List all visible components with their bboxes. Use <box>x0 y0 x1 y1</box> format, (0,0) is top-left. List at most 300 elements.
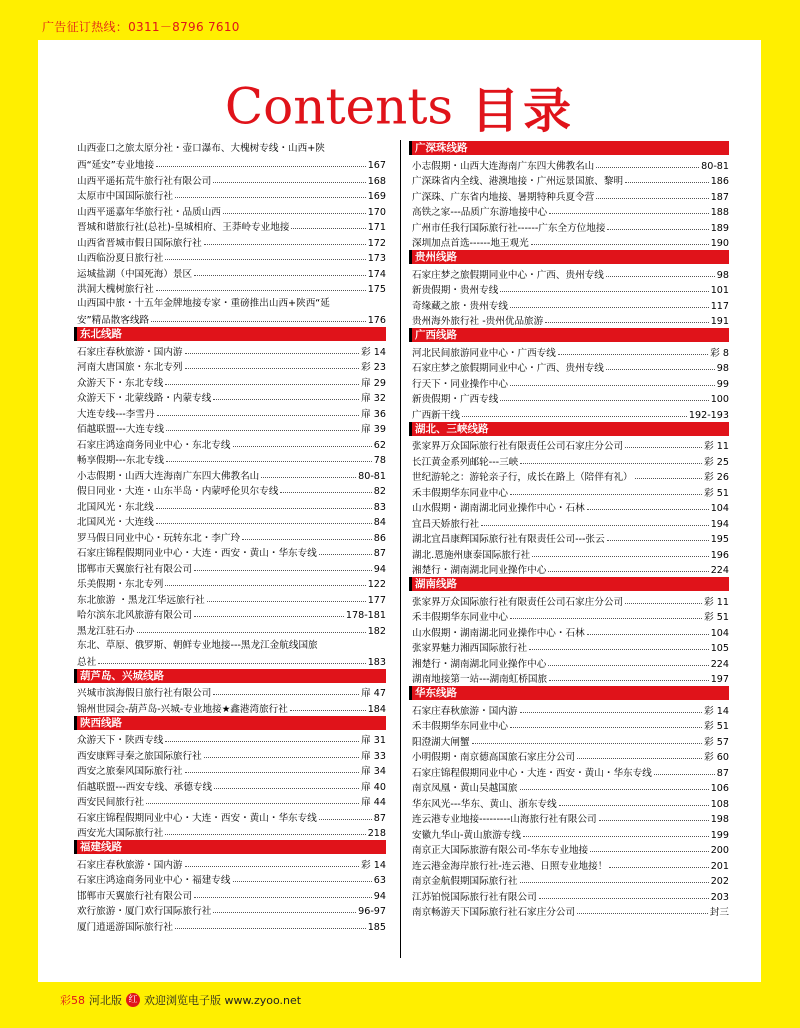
toc-entry-title: 张家界万众国际旅行社有限责任公司石家庄分公司 <box>412 441 624 452</box>
toc-entry[interactable] <box>77 637 386 653</box>
toc-entry-page: 彩 11 <box>704 441 729 452</box>
toc-entry[interactable] <box>77 544 386 560</box>
toc-entry-page: 98 <box>716 363 729 374</box>
dot-leader <box>606 369 715 370</box>
toc-entry-page: 201 <box>710 860 729 872</box>
section-header: 东北线路 <box>77 327 386 341</box>
toc-entry[interactable] <box>77 187 386 203</box>
toc-entry[interactable] <box>77 389 386 405</box>
toc-entry-page: 169 <box>367 191 386 202</box>
toc-entry-title: 湖北.恩施州康泰国际旅行社 <box>412 549 531 561</box>
dot-leader <box>194 570 372 571</box>
toc-entry-title: 大连专线---李雪丹 <box>77 408 155 420</box>
footer-link[interactable]: 欢迎浏览电子版 www.zyoo.net <box>144 994 302 1007</box>
toc-entry[interactable] <box>77 373 386 389</box>
toc-entry[interactable] <box>77 606 386 622</box>
toc-entry[interactable] <box>412 468 729 484</box>
dot-leader <box>175 197 366 198</box>
toc-entry[interactable] <box>412 437 729 453</box>
toc-entry-title: 西“延安”专业地接 <box>77 160 155 171</box>
toc-entry-title: 新贵假期・贵州专线 <box>412 285 499 296</box>
dot-leader <box>654 774 715 775</box>
toc-entry-page: 扉 47 <box>361 688 386 699</box>
toc-entry-title: 石家庄梦之旅假期同业中心・广西、贵州专线 <box>412 269 604 281</box>
toc-entry[interactable] <box>77 156 386 172</box>
toc-entry-title: 小明假期・南京德高国旅石家庄分公司 <box>412 752 576 763</box>
dot-leader <box>185 368 360 369</box>
toc-entry-page: 80-81 <box>701 160 729 172</box>
toc-entry-page: 167 <box>367 160 386 171</box>
toc-entry-page: 186 <box>710 176 729 187</box>
title-chinese: 目录 <box>471 83 576 139</box>
toc-entry[interactable] <box>77 420 386 436</box>
toc-entry[interactable] <box>77 451 386 467</box>
toc-entry-page: 78 <box>373 455 386 466</box>
toc-entry-page: 86 <box>373 532 386 544</box>
toc-entry-page: 100 <box>710 394 729 405</box>
toc-entry-title: 禾丰假期华东同业中心 <box>412 612 508 623</box>
dot-leader <box>520 789 709 790</box>
toc-entry-page: 彩 57 <box>704 736 729 748</box>
toc-entry-page: 94 <box>373 563 386 575</box>
toc-entry-page: 彩 51 <box>704 721 729 732</box>
toc-entry[interactable] <box>77 777 386 793</box>
toc-entry-title: 假日同业・大连・山东半岛・内蒙呼伦贝尔专线 <box>77 486 279 497</box>
toc-entry-title: 西安康辉寻秦之旅国际旅行社 <box>77 750 202 762</box>
toc-entry-title: 贵州海外旅行社 -贵州优品旅游 <box>412 316 544 327</box>
toc-entry[interactable] <box>77 590 386 606</box>
edition-badge: 红 <box>126 993 140 1007</box>
toc-entry[interactable] <box>77 855 386 871</box>
toc-entry-title: 张家界万众国际旅行社有限责任公司石家庄分公司 <box>412 596 624 608</box>
dot-leader <box>242 539 372 540</box>
toc-entry-title: 山水假期・湖南湖北同业操作中心・石林 <box>412 627 585 639</box>
toc-entry[interactable] <box>77 824 386 840</box>
dot-leader <box>635 478 702 479</box>
toc-entry[interactable] <box>77 218 386 234</box>
toc-entry-title: 行天下・同业操作中心 <box>412 378 508 390</box>
section-header: 湖北、三峡线路 <box>412 422 729 436</box>
dot-leader <box>549 213 709 214</box>
toc-entry-page: 177 <box>367 594 386 606</box>
dot-leader <box>233 881 372 882</box>
toc-entry-page: 扉 34 <box>361 766 386 777</box>
title-english: Contents <box>224 77 454 136</box>
toc-entry-page: 扉 32 <box>361 393 386 404</box>
toc-entry-title: 湖南地接第一站---湖南虹桥国旅 <box>412 674 548 685</box>
toc-entry-title: 山西省晋城市假日国际旅行社 <box>77 237 202 249</box>
toc-entry-title: 石家庄锦程假期同业中心・大连・西安・黄山・华东专线 <box>77 812 317 824</box>
toc-entry[interactable] <box>412 156 729 172</box>
toc-entry-title: 乐美假期・东北专列 <box>77 579 164 590</box>
toc-entry-page: 172 <box>367 237 386 249</box>
toc-entry-title: 太原市中国国际旅行社 <box>77 191 173 202</box>
dot-leader <box>175 928 366 929</box>
dot-leader <box>472 743 703 744</box>
dot-leader <box>165 585 365 586</box>
dot-leader <box>146 803 359 804</box>
toc-entry[interactable] <box>77 264 386 280</box>
toc-entry-page: 扉 33 <box>361 750 386 762</box>
toc-entry-page: 191 <box>710 316 729 327</box>
dot-leader <box>500 291 708 292</box>
toc-entry[interactable] <box>412 887 729 903</box>
toc-entry[interactable] <box>77 808 386 824</box>
toc-entry-page: 174 <box>367 268 386 280</box>
toc-entry-title: 宜昌天娇旅行社 <box>412 518 480 530</box>
toc-entry-title: 河北民间旅游同业中心・广西专线 <box>412 347 556 359</box>
dot-leader <box>587 509 709 510</box>
toc-entry-page: 87 <box>716 767 729 779</box>
dot-leader <box>194 897 372 898</box>
dot-leader <box>213 912 356 913</box>
toc-entry-title: 湖北宜昌康辉国际旅行社有限责任公司---张云 <box>412 534 605 545</box>
toc-entry[interactable] <box>77 731 386 747</box>
toc-entry[interactable] <box>412 825 729 841</box>
dot-leader <box>156 290 366 291</box>
toc-entry[interactable] <box>412 779 729 795</box>
dot-leader <box>523 836 709 837</box>
toc-entry-title: 广西新干线 <box>412 409 460 421</box>
toc-entry[interactable] <box>412 187 729 203</box>
dot-leader <box>204 244 366 245</box>
toc-entry[interactable] <box>77 886 386 902</box>
toc-entry[interactable] <box>412 359 729 375</box>
toc-entry-page: 188 <box>710 207 729 218</box>
dot-leader <box>194 616 344 617</box>
toc-entry[interactable] <box>77 233 386 249</box>
toc-entry-title: 西安之旅秦风国际旅行社 <box>77 766 183 777</box>
toc-entry-page: 224 <box>710 658 729 670</box>
toc-entry[interactable] <box>412 794 729 810</box>
dot-leader <box>214 788 359 789</box>
right-column <box>412 140 729 918</box>
toc-entry[interactable] <box>412 903 729 919</box>
toc-entry[interactable] <box>77 280 386 296</box>
dot-leader <box>577 758 702 759</box>
section-header: 广深珠线路 <box>412 141 729 155</box>
toc-entry-page: 63 <box>373 875 386 886</box>
dot-leader <box>156 508 372 509</box>
toc-entry-title: 晋城和谐旅行社(总社)-皇城相府、王莽岭专业地接 <box>77 222 290 233</box>
toc-entry-page: 192-193 <box>688 409 729 421</box>
toc-entry-title: 广深珠、广东省内地接、暑期特种兵夏令营 <box>412 191 595 203</box>
toc-entry-title: 黑龙江驻石办 <box>77 625 135 637</box>
toc-entry[interactable] <box>412 545 729 561</box>
toc-entry-page: 203 <box>710 891 729 903</box>
toc-entry[interactable] <box>77 652 386 668</box>
dot-leader <box>607 229 708 230</box>
toc-entry[interactable] <box>412 592 729 608</box>
toc-entry-title: 世纪游轮之：游轮亲子行，成长在路上（陪伴有礼） <box>412 472 633 483</box>
toc-entry[interactable] <box>412 218 729 234</box>
dot-leader <box>609 867 708 868</box>
toc-entry-page: 98 <box>716 269 729 281</box>
toc-entry[interactable] <box>412 514 729 530</box>
toc-entry-title: 长江黄金系列邮轮---三峡 <box>412 456 519 468</box>
toc-entry[interactable] <box>412 374 729 390</box>
toc-entry[interactable] <box>77 575 386 591</box>
toc-entry-title: 湘楚行・湖南湖北同业操作中心 <box>412 658 547 670</box>
toc-entry[interactable] <box>412 452 729 468</box>
toc-entry-title: 石家庄鸿途商务同业中心・福建专线 <box>77 875 231 886</box>
dot-leader <box>185 772 360 773</box>
toc-entry[interactable] <box>412 172 729 188</box>
toc-entry-page: 87 <box>373 548 386 559</box>
toc-entry-title: 佰越联盟---西安专线、承德专线 <box>77 781 213 793</box>
toc-entry-page: 104 <box>710 503 729 514</box>
toc-entry-title: 东北、草原、俄罗斯、朝鲜专业地接---黑龙江金航线国旅 <box>77 639 318 651</box>
dot-leader <box>606 276 715 277</box>
toc-entry[interactable] <box>412 296 729 312</box>
toc-entry[interactable] <box>77 684 386 700</box>
toc-entry-title: 新贵假期・广西专线 <box>412 394 499 405</box>
toc-entry-page: 62 <box>373 439 386 451</box>
toc-entry[interactable] <box>77 435 386 451</box>
toc-entry-title: 罗马假日同业中心・玩转东北・李广玲 <box>77 532 241 544</box>
toc-entry-page: 彩 60 <box>704 752 729 763</box>
toc-entry[interactable] <box>77 404 386 420</box>
dot-leader <box>481 525 709 526</box>
toc-entry[interactable] <box>412 623 729 639</box>
toc-entry[interactable] <box>412 763 729 779</box>
dot-leader <box>577 913 708 914</box>
toc-entry-page: 彩 23 <box>361 362 386 373</box>
toc-entry[interactable] <box>77 559 386 575</box>
toc-entry[interactable] <box>412 312 729 328</box>
toc-entry[interactable] <box>77 249 386 265</box>
toc-entry-page: 198 <box>710 814 729 825</box>
toc-entry[interactable] <box>77 497 386 513</box>
toc-entry[interactable] <box>77 871 386 887</box>
toc-entry[interactable] <box>412 343 729 359</box>
dot-leader <box>599 820 709 821</box>
toc-entry[interactable] <box>412 732 729 748</box>
toc-entry-page: 194 <box>710 518 729 530</box>
toc-entry-title: 河南大唐国旅・东北专列 <box>77 362 183 373</box>
toc-entry[interactable] <box>77 621 386 637</box>
toc-entry[interactable] <box>77 699 386 715</box>
toc-entry-title: 江苏铂悦国际旅行社有限公司 <box>412 891 537 903</box>
toc-entry[interactable] <box>412 872 729 888</box>
toc-entry-title: 厦门逍遥游国际旅行社 <box>77 921 173 933</box>
toc-entry-title: 佰越联盟---大连专线 <box>77 424 165 435</box>
dot-leader <box>510 307 709 308</box>
toc-entry-title: 小志假期・山西大连海南广东四大佛教名山 <box>412 160 595 172</box>
toc-entry[interactable] <box>412 405 729 421</box>
toc-entry[interactable] <box>77 342 386 358</box>
page-number: 彩58 <box>60 994 85 1007</box>
toc-entry[interactable] <box>77 746 386 762</box>
toc-entry-page: 197 <box>710 674 729 685</box>
toc-entry-title: 华东风光---华东、黄山、浙东专线 <box>412 798 557 810</box>
toc-entry[interactable] <box>77 917 386 933</box>
toc-entry-page: 扉 40 <box>361 781 386 793</box>
dot-leader <box>558 354 708 355</box>
toc-entry[interactable] <box>412 701 729 717</box>
toc-entry[interactable] <box>412 670 729 686</box>
toc-entry[interactable] <box>77 358 386 374</box>
toc-entry-title: 山水假期・湖南湖北同业操作中心・石林 <box>412 503 585 514</box>
toc-entry-page: 184 <box>367 703 386 715</box>
toc-entry-page: 199 <box>710 829 729 841</box>
toc-entry-title: 石家庄春秋旅游・国内游 <box>77 346 183 358</box>
toc-entry-title: 安”精品散客线路 <box>77 315 150 326</box>
toc-entry[interactable] <box>412 265 729 281</box>
toc-entry[interactable] <box>77 311 386 327</box>
toc-entry-title: 南京正大国际旅游有限公司-华东专业地接 <box>412 845 589 856</box>
toc-entry-page: 224 <box>710 565 729 576</box>
toc-entry-page: 196 <box>710 549 729 561</box>
toc-entry-title: 石家庄锦程假期同业中心・大连・西安・黄山・华东专线 <box>412 767 652 779</box>
dot-leader <box>223 213 366 214</box>
toc-entry[interactable] <box>77 295 386 311</box>
dot-leader <box>531 244 709 245</box>
toc-entry-page: 171 <box>367 222 386 233</box>
toc-entry-page: 扉 44 <box>361 797 386 808</box>
toc-entry-title: 邯郸市天翼旅行社有限公司 <box>77 563 193 575</box>
toc-entry[interactable] <box>77 171 386 187</box>
dot-leader <box>280 492 371 493</box>
dot-leader <box>596 167 699 168</box>
toc-entry-title: 运城盐湖（中国死海）景区 <box>77 268 193 280</box>
toc-entry[interactable] <box>412 748 729 764</box>
toc-entry[interactable] <box>77 140 386 156</box>
toc-entry-title: 西安光大国际旅行社 <box>77 828 164 839</box>
toc-entry-page: 187 <box>710 191 729 203</box>
dot-leader <box>156 166 366 167</box>
toc-entry-title: 禾丰假期华东同业中心 <box>412 487 508 499</box>
dot-leader <box>319 819 372 820</box>
dot-leader <box>166 430 359 431</box>
toc-entry-page: 87 <box>373 812 386 824</box>
toc-entry-title: 石家庄梦之旅假期同业中心・广西、贵州专线 <box>412 363 604 374</box>
dot-leader <box>213 399 359 400</box>
dot-leader <box>510 494 702 495</box>
toc-entry-title: 邯郸市天翼旅行社有限公司 <box>77 890 193 902</box>
toc-entry-title: 南京畅游天下国际旅行社石家庄分公司 <box>412 907 576 918</box>
toc-entry-page: 175 <box>367 284 386 295</box>
toc-entry-title: 哈尔滨东北风旅游有限公司 <box>77 610 193 621</box>
toc-entry[interactable] <box>77 762 386 778</box>
dot-leader <box>213 694 359 695</box>
toc-entry[interactable] <box>412 390 729 406</box>
toc-entry[interactable] <box>412 561 729 577</box>
toc-entry-title: 众游天下・东北专线 <box>77 377 164 389</box>
toc-entry-page: 99 <box>716 378 729 390</box>
toc-entry[interactable] <box>412 483 729 499</box>
toc-entry[interactable] <box>412 841 729 857</box>
toc-entry-title: 深圳加点首选------地王观光 <box>412 238 529 249</box>
dot-leader <box>291 228 365 229</box>
toc-entry[interactable] <box>77 528 386 544</box>
toc-entry-page: 84 <box>373 517 386 528</box>
toc-entry-title: 广深珠省内全线、港澳地接・广州远景国旅、黎明 <box>412 176 624 187</box>
dot-leader <box>539 898 709 899</box>
toc-entry-title: 锦州世园会-葫芦岛-兴城-专业地接★鑫港湾旅行社 <box>77 703 288 715</box>
toc-entry[interactable] <box>412 281 729 297</box>
toc-entry-title: 山西平遥拓荒牛旅行社有限公司 <box>77 175 212 187</box>
dot-leader <box>596 198 708 199</box>
toc-entry[interactable] <box>412 717 729 733</box>
toc-entry[interactable] <box>412 654 729 670</box>
dot-leader <box>213 182 365 183</box>
toc-entry-page: 彩 8 <box>710 347 729 359</box>
toc-entry[interactable] <box>412 608 729 624</box>
toc-entry[interactable] <box>77 202 386 218</box>
toc-entry-page: 190 <box>710 238 729 249</box>
toc-entry-page: 117 <box>710 300 729 312</box>
toc-entry-page: 扉 39 <box>361 424 386 435</box>
dot-leader <box>520 882 709 883</box>
edition-label: 河北版 <box>89 994 122 1007</box>
toc-entry-page: 彩 14 <box>361 859 386 871</box>
dot-leader <box>587 634 709 635</box>
toc-entry-title: 广州市任我行国际旅行社------广东全方位地接 <box>412 222 606 234</box>
toc-entry-title: 石家庄春秋旅游・国内游 <box>412 705 518 717</box>
toc-entry-page: 扉 29 <box>361 377 386 389</box>
toc-entry-title: 总社 <box>77 656 97 668</box>
toc-entry-title: 石家庄鸿途商务同业中心・东北专线 <box>77 439 231 451</box>
toc-entry-page: 扉 31 <box>361 735 386 746</box>
toc-entry[interactable] <box>412 856 729 872</box>
dot-leader <box>261 477 356 478</box>
toc-entry-page: 202 <box>710 876 729 887</box>
toc-entry[interactable] <box>77 513 386 529</box>
toc-entry-title: 南京凤凰・黄山吴越国旅 <box>412 783 518 794</box>
dot-leader <box>290 710 366 711</box>
section-header: 福建线路 <box>77 840 386 854</box>
toc-entry[interactable] <box>412 810 729 826</box>
section-header: 陕西线路 <box>77 716 386 730</box>
column-divider <box>400 140 401 958</box>
toc-entry[interactable] <box>412 234 729 250</box>
toc-entry-page: 彩 25 <box>704 456 729 468</box>
dot-leader <box>532 556 709 557</box>
toc-entry[interactable] <box>77 466 386 482</box>
toc-entry[interactable] <box>412 639 729 655</box>
toc-entry-page: 83 <box>373 501 386 513</box>
toc-entry-title: 山西国中旅・十五年金牌地接专家・重磅推出山西+陕西“延 <box>77 298 330 309</box>
dot-leader <box>165 384 359 385</box>
toc-entry-title: 北国风光・东北线 <box>77 501 154 513</box>
toc-entry[interactable] <box>412 499 729 515</box>
toc-entry[interactable] <box>77 482 386 498</box>
toc-entry-page: 扉 36 <box>361 408 386 420</box>
toc-entry[interactable] <box>412 203 729 219</box>
dot-leader <box>157 415 360 416</box>
dot-leader <box>590 851 709 852</box>
toc-entry[interactable] <box>77 902 386 918</box>
toc-entry-page: 168 <box>367 175 386 187</box>
toc-entry[interactable] <box>77 793 386 809</box>
toc-entry[interactable] <box>412 530 729 546</box>
dot-leader <box>151 321 366 322</box>
toc-entry-page: 80-81 <box>358 470 386 482</box>
toc-entry-page: 195 <box>710 534 729 545</box>
dot-leader <box>548 665 708 666</box>
dot-leader <box>625 447 702 448</box>
toc-entry-title: 众游天下・陕西专线 <box>77 735 164 746</box>
toc-entry-title: 禾丰假期华东同业中心 <box>412 721 508 732</box>
toc-entry-page: 彩 14 <box>704 705 729 717</box>
toc-entry-page: 189 <box>710 222 729 234</box>
dot-leader <box>462 416 687 417</box>
toc-entry-title: 石家庄锦程假期同业中心・大连・西安・黄山・华东专线 <box>77 548 317 559</box>
toc-entry-title: 连云港金海岸旅行社-连云港、日照专业地接！ <box>412 860 608 872</box>
dot-leader <box>520 712 703 713</box>
section-header: 湖南线路 <box>412 577 729 591</box>
